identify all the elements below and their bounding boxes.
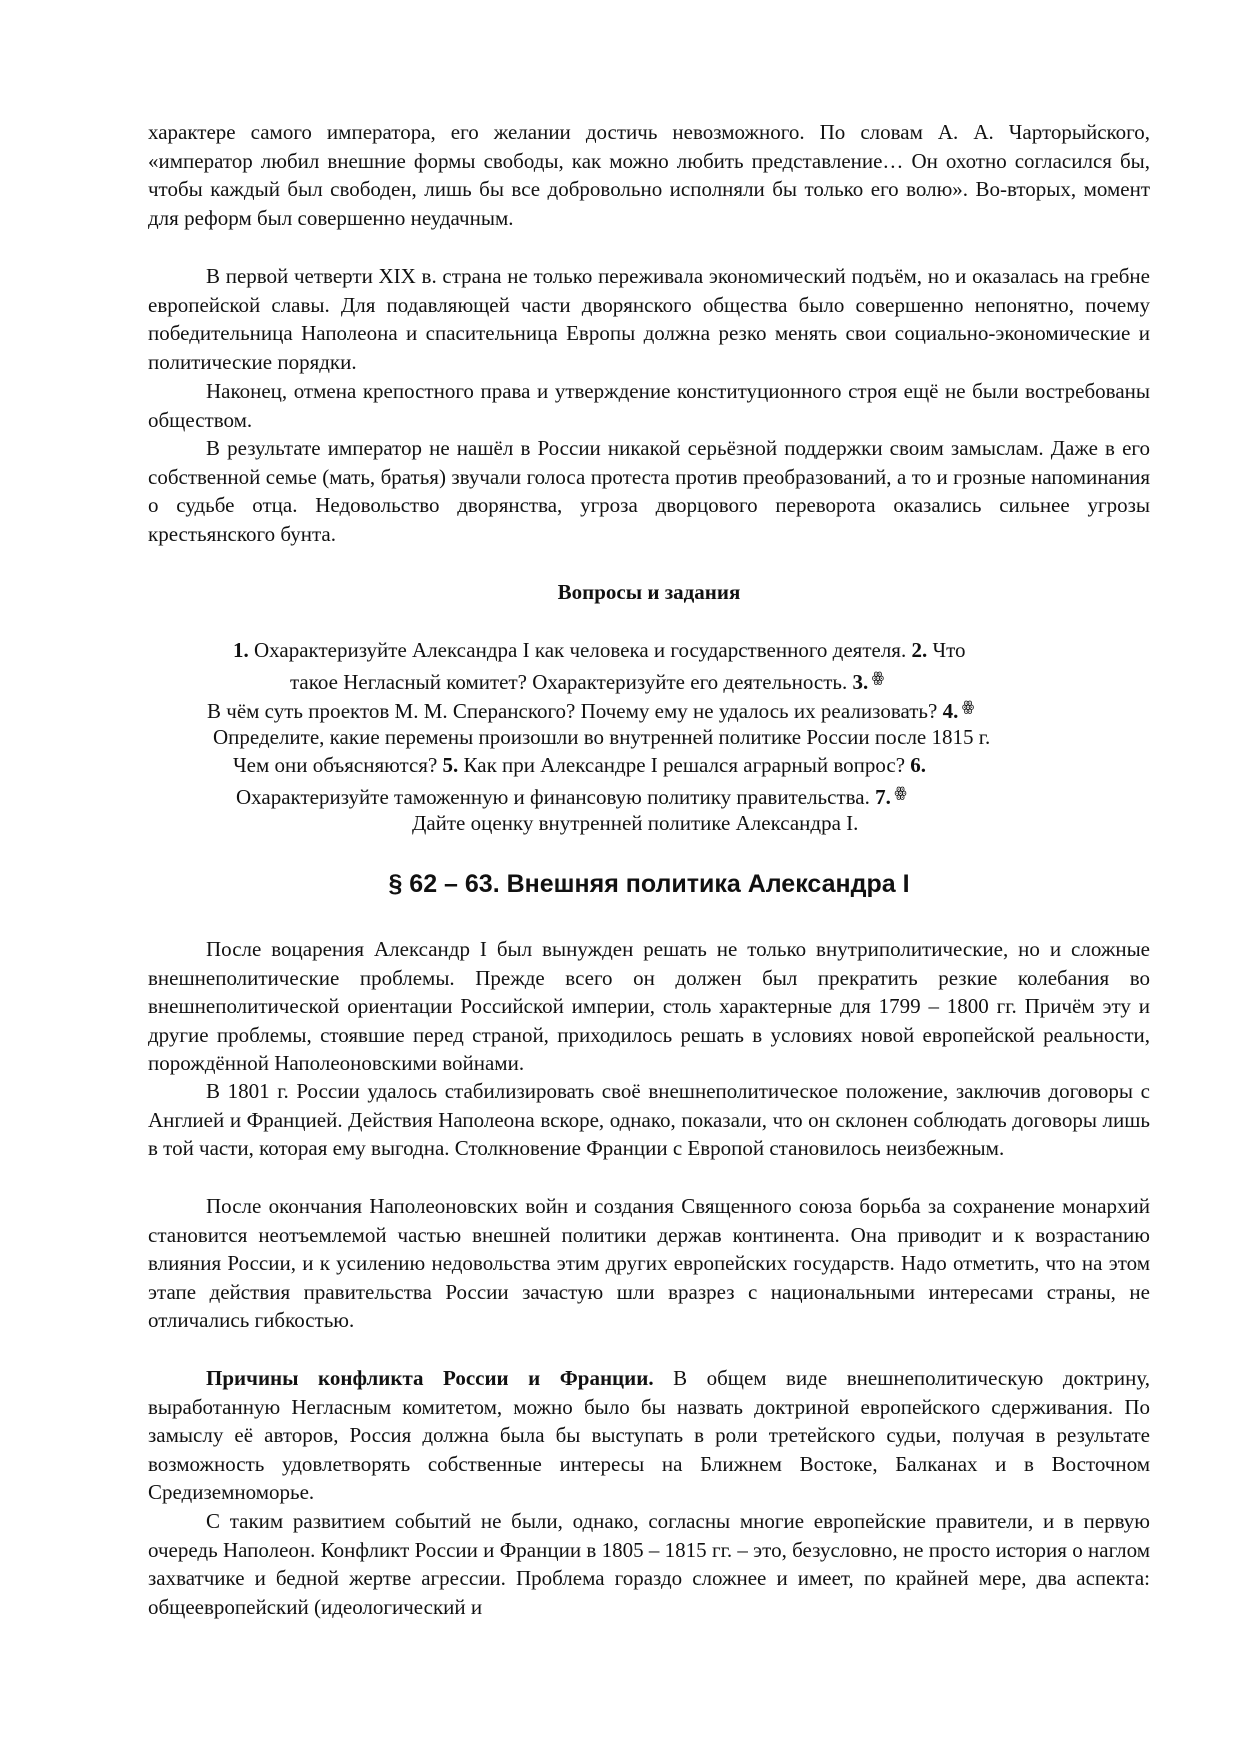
conflict-paragraph — [148, 1364, 1150, 1507]
question-text: Чем они объясняются? — [233, 753, 443, 777]
section-title: § 62 – 63. Внешняя политика Александра I — [388, 870, 910, 898]
question-line-5 — [233, 751, 926, 780]
question-number: 2. — [911, 638, 928, 662]
question-text: В чём суть проектов М. М. Сперанского? Почему ему не удалось их реализовать? — [207, 699, 943, 723]
conflict-subheading: Причины конфликта России и Франции. — [206, 1366, 654, 1390]
paragraph-intro-2: В первой четверти XIX в. страна не только переживала экономический подъём, но и оказалась на гребне европейской славы. Для подавляющей части дворянского общества было совершенно непонятно, почему победительница Наполеона и спасительница Европы должна резко менять свои социально-экономические и политические порядки. — [148, 264, 1150, 374]
section-paragraph-3: После окончания Наполеоновских войн и создания Священного союза борьба за сохранение монархий становится неотъемлемой частью внешней политики держав континента. Она приводит и к возрастанию влияния России, и к усилению недовольства этим других европейских государств. Надо отметить, что на этом этапе действия правительства России зачастую шли вразрез с национальными интересами страны, не отличались гибкостью. — [148, 1194, 1150, 1333]
question-text: Охарактеризуйте Александра I как человека и государственного деятеля. — [248, 638, 912, 662]
paragraph-intro-1: характере самого императора, его желании достичь невозможного. По словам А. А. Чарторыйского, «император любил внешние формы свободы, как можно любить представление… Он охотно согласился бы, чтобы каждый был свободен, лишь бы все добровольно исполняли бы только его волю». Во-вторых, момент для реформ был совершенно неудачным. — [148, 120, 1150, 230]
question-text: Охарактеризуйте таможенную и финансовую политику правительства. — [236, 785, 876, 809]
question-line-2 — [290, 665, 884, 697]
question-text: Как при Александре I решался аграрный вопрос? — [458, 753, 911, 777]
question-text: Что — [927, 638, 966, 662]
question-line-7 — [412, 809, 858, 838]
question-text: Дайте оценку внутренней политике Александра I. — [412, 811, 859, 835]
paragraph-intro-3: Наконец, отмена крепостного права и утверждение конституционного строя ещё не были востребованы обществом. — [148, 379, 1150, 432]
question-number: 4. — [942, 699, 959, 723]
section-paragraph-1: После воцарения Александр I был вынужден решать не только внутриполитические, но и сложные внешнеполитические проблемы. Прежде всего он должен был прекратить резкие колебания во внешнеполитической ориентации Российской империи, столь характерные для 1799 – 1800 гг. Причём эту и другие проблемы, стоявшие перед страной, приходилось решать в условиях новой европейской реальности, порождённой Наполеоновскими войнами. — [148, 937, 1150, 1076]
question-line-3 — [207, 694, 974, 726]
question-text: Определите, какие перемены произошли во внутренней политике России после 1815 г. — [213, 725, 991, 749]
conflict-text: В общем виде внешнеполитическую доктрину, выработанную Негласным комитетом, можно было бы назвать доктриной европейского сдерживания. По замыслу её авторов, Россия должна была бы выступать в роли третейского судьи, получая в результате возможность удовлетворять собственные интересы на Ближнем Востоке, Балканах и в Восточном Средиземноморье. — [148, 1366, 1150, 1505]
paragraph-intro-4: В результате император не нашёл в России никакой серьёзной поддержки своим замыслам. Даже в его собственной семье (мать, братья) звучали голоса протеста против преобразований, а то и грозные напоминания о судьбе отца. Недовольство дворянства, угроза дворцового переворота оказались сильнее угрозы крестьянского бунта. — [148, 436, 1150, 546]
decorative-glyph-icon: ꙮ — [958, 700, 975, 715]
question-number: 3. — [852, 670, 869, 694]
question-number: 1. — [233, 638, 249, 662]
question-number: 6. — [910, 753, 927, 777]
question-line-6 — [236, 780, 907, 812]
decorative-glyph-icon: ꙮ — [890, 786, 907, 801]
question-line-4 — [213, 723, 990, 752]
questions-heading: Вопросы и задания — [557, 580, 741, 604]
question-number: 5. — [442, 753, 459, 777]
decorative-glyph-icon: ꙮ — [868, 671, 885, 686]
question-text: такое Негласный комитет? Охарактеризуйте его деятельность. — [290, 670, 853, 694]
question-number: 7. — [875, 785, 891, 809]
section-paragraph-2: В 1801 г. России удалось стабилизировать своё внешнеполитическое положение, заключив договоры с Англией и Францией. Действия Наполеона вскоре, однако, показали, что он склонен соблюдать договоры лишь в той части, которая ему выгодна. Столкновение Франции с Европой становилось неизбежным. — [148, 1079, 1150, 1161]
question-line-1 — [233, 636, 966, 665]
final-paragraph: С таким развитием событий не были, однако, согласны многие европейские правители, и в первую очередь Наполеон. Конфликт России и Франции в 1805 – 1815 гг. – это, безусловно, не просто история о наглом захватчике и бедной жертве агрессии. Проблема гораздо сложнее и имеет, по крайней мере, два аспекта: общеевропейский (идеологический и — [148, 1509, 1150, 1619]
